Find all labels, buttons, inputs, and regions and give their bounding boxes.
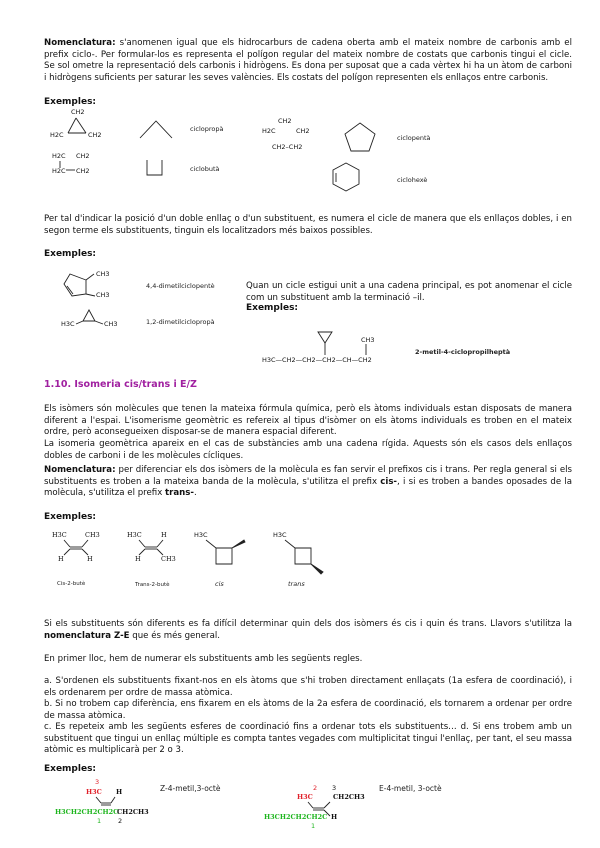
cyclopropane-skeletal (138, 118, 178, 140)
trans-ch3: CH3 (161, 555, 176, 563)
label-trans-2-bute: Trans-2-butè (135, 582, 170, 588)
e-chain: H3CH2CH2CH2C (264, 813, 328, 821)
nomen2-cis: cis- (380, 476, 398, 487)
e-num2: 2 (313, 784, 318, 792)
e-num3: 3 (332, 784, 337, 792)
nomen2-term: Nomenclatura: (44, 465, 116, 475)
nomen2-text3: . (193, 488, 197, 499)
cis-h1: H (58, 555, 64, 563)
label-e-name: E-4-metil, 3-octè (379, 784, 442, 793)
dmcp-ch3-b: CH3 (96, 291, 110, 299)
nomen2-text1: per diferenciar els dos isòmers de la molècula es fan servir el prefixos cis i trans. Per regla general si els substituents es troben a la mateixa banda de la molècula, s'utilitza el prefix (44, 465, 572, 487)
trans-h2: H (135, 555, 141, 563)
ze-intro-paragraph (44, 619, 572, 642)
cyclobutane-skeletal (145, 158, 165, 178)
trans-dimethylcyclobutane (279, 538, 329, 578)
cyclopropyl-triangle (316, 330, 334, 344)
trans-cb-h3c: H3C (273, 531, 287, 539)
cyclopentane-skeletal (343, 121, 377, 153)
cp-ch2-right: CH2 (88, 131, 102, 139)
cis-h2: H (87, 555, 93, 563)
nomen2-text2: , i si es troben a bandes oposades de la molècula, s'utilitza el prefix (44, 476, 572, 499)
z-num1: 1 (97, 817, 102, 825)
cp-h2c: H2C (50, 131, 64, 139)
cb-ch2-bottom: CH2 (76, 167, 90, 175)
e-ch2ch3: CH2CH3 (333, 793, 365, 801)
intro-paragraph (44, 38, 572, 84)
z-h3c: H3C (86, 788, 102, 796)
cis-cb-h3c: H3C (194, 531, 208, 539)
label-cis: cis (215, 580, 224, 588)
chain-formula: H3C—CH2—CH2—CH2—CH—CH2 (262, 356, 372, 364)
isomers-paragraph: Els isòmers són molècules que tenen la mateixa fórmula química, però els àtoms individuals estan disposats de manera diferent a l'espai. L'isomerisme geomètric es refereix al tipus d'isòmer on els àtoms individuals es troben en el mateix ordre, però aconsegueixen disposar-se de manera espacial diferent. (44, 404, 572, 438)
label-trans: trans (288, 580, 305, 588)
label-ciclohexe: ciclohexè (397, 176, 428, 184)
cyclopropane-formula (60, 115, 100, 137)
geometric-isomerism-paragraph: La isomeria geomètrica apareix en el cas de substàncies amb una cadena rígida. Aquests són els casos dels enllaços dobles de carboni i de les molècules cícliques. (44, 439, 572, 461)
rule-b: b. Si no trobem cap diferència, ens fixarem en els àtoms de la 2a esfera de coordinació, els tornarem a ordenar per ordre de massa atòmica. (44, 699, 572, 721)
trans-h: H (161, 531, 167, 539)
e-h3c: H3C (297, 793, 313, 801)
dmcp-ch3-a: CH3 (96, 270, 110, 278)
cpt-ch2-right: CH2 (296, 127, 310, 135)
label-ciclopropa: ciclopropà (190, 125, 224, 133)
cis-ch3: CH3 (85, 531, 100, 539)
cpt-ch2-top: CH2 (278, 117, 292, 125)
z-ch2ch3: CH2CH3 (117, 808, 149, 816)
cyclobutane-bonds (55, 158, 95, 174)
rule-c: c. Es repeteix amb les següents esferes de coordinació fins a ordenar tots els substituents… d. Si ens trobem amb un substituent que tingui un enllaç múltiple es compta tantes vegades com multiplicitat tingui l'enllaç, per tant, el seu massa atòmic es multiplicarà per 2 o 3. (44, 722, 572, 756)
para4-term: nomenclatura Z-E (44, 630, 130, 641)
nomen2-trans: trans- (165, 488, 194, 499)
cis-dimethylcyclobutane (200, 538, 250, 572)
chain-branch-bonds (324, 343, 384, 357)
cyclohexene-skeletal (330, 161, 362, 193)
z-h: H (116, 788, 123, 796)
label-cis-2-bute: Cis-2-butè (57, 581, 86, 587)
examples-heading-3: Exemples: (44, 512, 97, 522)
z-num2: 2 (118, 817, 123, 825)
label-ciclobuta: ciclobutà (190, 165, 220, 173)
trans-h3c: H3C (127, 531, 142, 539)
examples-heading-2: Exemples: (44, 249, 97, 259)
label-ciclopenta: ciclopentà (397, 134, 431, 142)
numbering-paragraph: En primer lloc, hem de numerar els substituents amb les següents regles. (44, 654, 363, 664)
para4-text-a: Si els substituents són diferents es fa difícil determinar quin dels dos isòmers és cis i quin és trans. Llavors s'utilitza la (44, 619, 572, 629)
cis-h3c: H3C (52, 531, 67, 539)
intro-term: Nomenclatura: (44, 38, 116, 48)
intro-text: s'anomenen igual que els hidrocarburs de cadena oberta amb el mateix nombre de carbonis amb el prefix ciclo-. Per formular-los es representa el polígon regular del mateix nombre de costats que carbonis tingui el cicle. Se sol ometre la representació dels carbonis i hidrògens. Es dona per suposat que a cada vèrtex hi ha un àtom de carboni i hidrògens suficients per saturar les seves valències. Els costats del polígon representen els enllaços entre carbonis. (44, 38, 572, 83)
cis-trans-nomenclature (44, 465, 572, 500)
rule-a: a. S'ordenen els substituents fixant-nos en els àtoms que s'hi troben directament enllaçats (1a esfera de coordinació), i els ordenarem per ordre de massa atòmica. (44, 676, 572, 698)
cycle-substituent-text: Quan un cicle estigui unit a una cadena principal, es pot anomenar el cicle com un substituent amb la terminació –il. (246, 281, 572, 303)
cpt-h2c: H2C (262, 127, 276, 135)
cp-ch2-top: CH2 (71, 108, 85, 116)
section-title: 1.10. Isomeria cis/trans i E/Z (44, 379, 197, 390)
cpt-ch2-bottom: CH2–CH2 (272, 143, 303, 151)
examples-heading-side: Exemples: (246, 303, 299, 313)
dmcpr-h3c: H3C (61, 320, 75, 328)
cb-ch2-top: CH2 (76, 152, 90, 160)
cb-h2c-top: H2C (52, 152, 66, 160)
examples-heading-1: Exemples: (44, 97, 97, 107)
chain-ch3: CH3 (361, 336, 375, 344)
label-chain-name: 2-metil-4-ciclopropilheptà (415, 348, 511, 356)
locator-paragraph: Per tal d'indicar la posició d'un doble enllaç o d'un substituent, es numera el cicle de manera que els enllaços dobles, i en segon terme els substituents, tinguin els localitzadors més baixos possibles. (44, 214, 572, 236)
label-dimetilciclopropa: 1,2-dimetilciclopropà (146, 318, 215, 326)
z-num3: 3 (95, 778, 100, 786)
cb-h2c-bottom: H2C (52, 167, 66, 175)
label-dimetilciclopente: 4,4-dimetilciclopentè (146, 282, 215, 290)
dmcpr-ch3: CH3 (104, 320, 118, 328)
examples-heading-4: Exemples: (44, 764, 97, 774)
label-z-name: Z-4-metil,3-octè (160, 784, 221, 793)
e-h: H (331, 813, 338, 821)
e-num1: 1 (311, 822, 316, 830)
para4-text-c: que és més general. (129, 630, 220, 641)
z-chain: H3CH2CH2CH2C (55, 808, 119, 816)
